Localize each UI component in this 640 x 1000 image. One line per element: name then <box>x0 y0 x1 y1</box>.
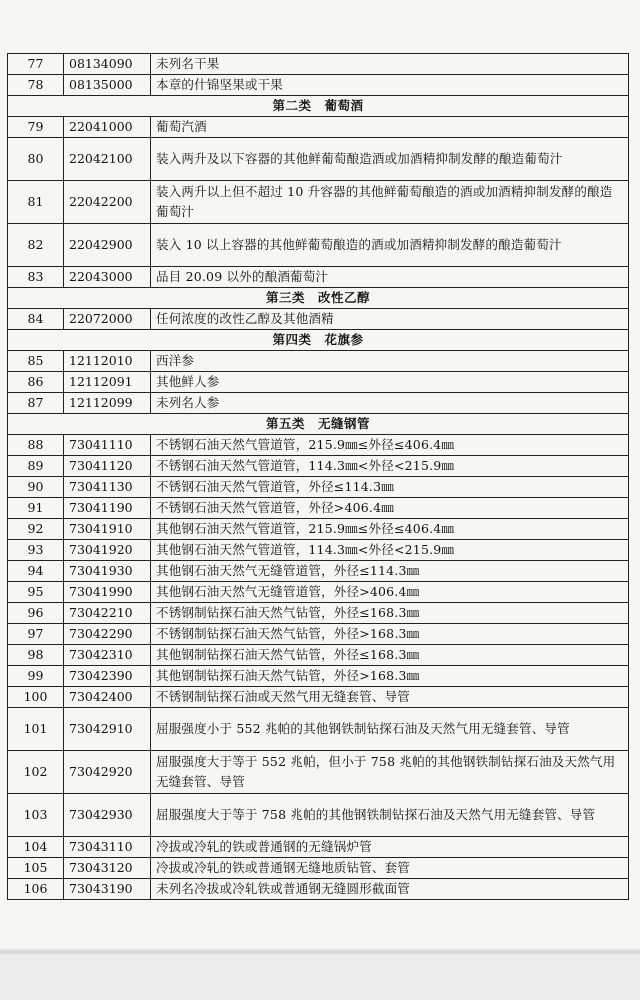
hs-code: 73042290 <box>64 624 151 645</box>
item-description: 其他钢制钻探石油天然气钻管，外径>168.3㎜ <box>151 666 629 687</box>
hs-code: 22042200 <box>64 181 151 224</box>
hs-code: 73042910 <box>64 708 151 751</box>
table-row <box>8 75 629 96</box>
table-row <box>8 372 629 393</box>
hs-code: 12112091 <box>64 372 151 393</box>
row-number: 83 <box>8 267 64 288</box>
hs-code: 73042920 <box>64 751 151 794</box>
table-row <box>8 794 629 837</box>
row-number: 106 <box>8 879 64 900</box>
hs-code: 73042930 <box>64 794 151 837</box>
divider <box>0 950 640 954</box>
item-description: 不锈钢石油天然气管道管，215.9㎜≤外径≤406.4㎜ <box>151 435 629 456</box>
hs-code: 73041110 <box>64 435 151 456</box>
table-row <box>8 858 629 879</box>
table-row <box>8 603 629 624</box>
row-number: 96 <box>8 603 64 624</box>
table-row <box>8 54 629 75</box>
category-title: 第五类 无缝钢管 <box>8 414 629 435</box>
table-row <box>8 181 629 224</box>
table-row <box>8 519 629 540</box>
table-row <box>8 435 629 456</box>
hs-code: 73041910 <box>64 519 151 540</box>
item-description: 冷拔或冷轧的铁或普通钢的无缝锅炉管 <box>151 837 629 858</box>
table-row <box>8 540 629 561</box>
hs-code: 22043000 <box>64 267 151 288</box>
row-number: 97 <box>8 624 64 645</box>
row-number: 87 <box>8 393 64 414</box>
tariff-table-body <box>8 54 629 900</box>
table-row <box>8 138 629 181</box>
hs-code: 08135000 <box>64 75 151 96</box>
table-row <box>8 351 629 372</box>
hs-code: 12112099 <box>64 393 151 414</box>
item-description: 葡萄汽酒 <box>151 117 629 138</box>
row-number: 79 <box>8 117 64 138</box>
hs-code: 73042210 <box>64 603 151 624</box>
hs-code: 22041000 <box>64 117 151 138</box>
table-row <box>8 666 629 687</box>
row-number: 84 <box>8 309 64 330</box>
category-title: 第三类 改性乙醇 <box>8 288 629 309</box>
hs-code: 73042390 <box>64 666 151 687</box>
item-description: 未列名人参 <box>151 393 629 414</box>
hs-code: 08134090 <box>64 54 151 75</box>
category-title: 第二类 葡萄酒 <box>8 96 629 117</box>
table-row <box>8 224 629 267</box>
item-description: 屈服强度大于等于 758 兆帕的其他钢铁制钻探石油及天然气用无缝套管、导管 <box>151 794 629 837</box>
hs-code: 73041930 <box>64 561 151 582</box>
hs-code: 22042900 <box>64 224 151 267</box>
category-title: 第四类 花旗参 <box>8 330 629 351</box>
row-number: 105 <box>8 858 64 879</box>
hs-code: 22042100 <box>64 138 151 181</box>
row-number: 85 <box>8 351 64 372</box>
item-description: 屈服强度大于等于 552 兆帕，但小于 758 兆帕的其他钢铁制钻探石油及天然气用无缝套管、导管 <box>151 751 629 794</box>
item-description: 不锈钢制钻探石油或天然气用无缝套管、导管 <box>151 687 629 708</box>
row-number: 102 <box>8 751 64 794</box>
category-header-row <box>8 330 629 351</box>
item-description: 其他钢石油天然气管道管，215.9㎜≤外径≤406.4㎜ <box>151 519 629 540</box>
row-number: 77 <box>8 54 64 75</box>
table-row <box>8 582 629 603</box>
hs-code: 73042400 <box>64 687 151 708</box>
tariff-table <box>7 53 629 900</box>
item-description: 不锈钢石油天然气管道管，114.3㎜<外径<215.9㎜ <box>151 456 629 477</box>
item-description: 不锈钢石油天然气管道管，外径≤114.3㎜ <box>151 477 629 498</box>
item-description: 其他钢石油天然气无缝管道管，外径≤114.3㎜ <box>151 561 629 582</box>
row-number: 88 <box>8 435 64 456</box>
item-description: 未列名干果 <box>151 54 629 75</box>
row-number: 93 <box>8 540 64 561</box>
item-description: 品目 20.09 以外的酿酒葡萄汁 <box>151 267 629 288</box>
row-number: 99 <box>8 666 64 687</box>
row-number: 82 <box>8 224 64 267</box>
row-number: 89 <box>8 456 64 477</box>
table-row <box>8 117 629 138</box>
page-bottom-margin <box>0 948 640 1000</box>
row-number: 95 <box>8 582 64 603</box>
hs-code: 73043120 <box>64 858 151 879</box>
item-description: 其他钢石油天然气无缝管道管，外径>406.4㎜ <box>151 582 629 603</box>
row-number: 80 <box>8 138 64 181</box>
table-row <box>8 561 629 582</box>
hs-code: 73042310 <box>64 645 151 666</box>
row-number: 101 <box>8 708 64 751</box>
item-description: 其他钢制钻探石油天然气钻管，外径≤168.3㎜ <box>151 645 629 666</box>
row-number: 92 <box>8 519 64 540</box>
category-header-row <box>8 96 629 117</box>
row-number: 100 <box>8 687 64 708</box>
table-row <box>8 309 629 330</box>
row-number: 81 <box>8 181 64 224</box>
item-description: 装入两升及以下容器的其他鲜葡萄酿造酒或加酒精抑制发酵的酿造葡萄汁 <box>151 138 629 181</box>
hs-code: 73043110 <box>64 837 151 858</box>
row-number: 103 <box>8 794 64 837</box>
category-header-row <box>8 288 629 309</box>
row-number: 86 <box>8 372 64 393</box>
row-number: 90 <box>8 477 64 498</box>
row-number: 91 <box>8 498 64 519</box>
table-row <box>8 393 629 414</box>
hs-code: 12112010 <box>64 351 151 372</box>
table-row <box>8 837 629 858</box>
item-description: 西洋参 <box>151 351 629 372</box>
table-row <box>8 267 629 288</box>
hs-code: 73041120 <box>64 456 151 477</box>
item-description: 屈服强度小于 552 兆帕的其他钢铁制钻探石油及天然气用无缝套管、导管 <box>151 708 629 751</box>
table-row <box>8 751 629 794</box>
table-row <box>8 708 629 751</box>
table-row <box>8 456 629 477</box>
item-description: 不锈钢制钻探石油天然气钻管，外径>168.3㎜ <box>151 624 629 645</box>
item-description: 装入 10 以上容器的其他鲜葡萄酿造的酒或加酒精抑制发酵的酿造葡萄汁 <box>151 224 629 267</box>
item-description: 冷拔或冷轧的铁或普通钢无缝地质钻管、套管 <box>151 858 629 879</box>
table-row <box>8 687 629 708</box>
table-row <box>8 498 629 519</box>
item-description: 本章的什锦坚果或干果 <box>151 75 629 96</box>
table-row <box>8 879 629 900</box>
item-description: 不锈钢石油天然气管道管，外径>406.4㎜ <box>151 498 629 519</box>
table-row <box>8 645 629 666</box>
item-description: 未列名冷拔或冷轧铁或普通钢无缝圆形截面管 <box>151 879 629 900</box>
row-number: 94 <box>8 561 64 582</box>
hs-code: 73041190 <box>64 498 151 519</box>
item-description: 装入两升以上但不超过 10 升容器的其他鲜葡萄酿造的酒或加酒精抑制发酵的酿造葡萄汁 <box>151 181 629 224</box>
item-description: 不锈钢制钻探石油天然气钻管，外径≤168.3㎜ <box>151 603 629 624</box>
hs-code: 73041920 <box>64 540 151 561</box>
table-row <box>8 477 629 498</box>
item-description: 其他鲜人参 <box>151 372 629 393</box>
hs-code: 73041990 <box>64 582 151 603</box>
item-description: 其他钢石油天然气管道管，114.3㎜<外径<215.9㎜ <box>151 540 629 561</box>
row-number: 78 <box>8 75 64 96</box>
row-number: 98 <box>8 645 64 666</box>
table-row <box>8 624 629 645</box>
hs-code: 73041130 <box>64 477 151 498</box>
item-description: 任何浓度的改性乙醇及其他酒精 <box>151 309 629 330</box>
hs-code: 22072000 <box>64 309 151 330</box>
category-header-row <box>8 414 629 435</box>
row-number: 104 <box>8 837 64 858</box>
hs-code: 73043190 <box>64 879 151 900</box>
